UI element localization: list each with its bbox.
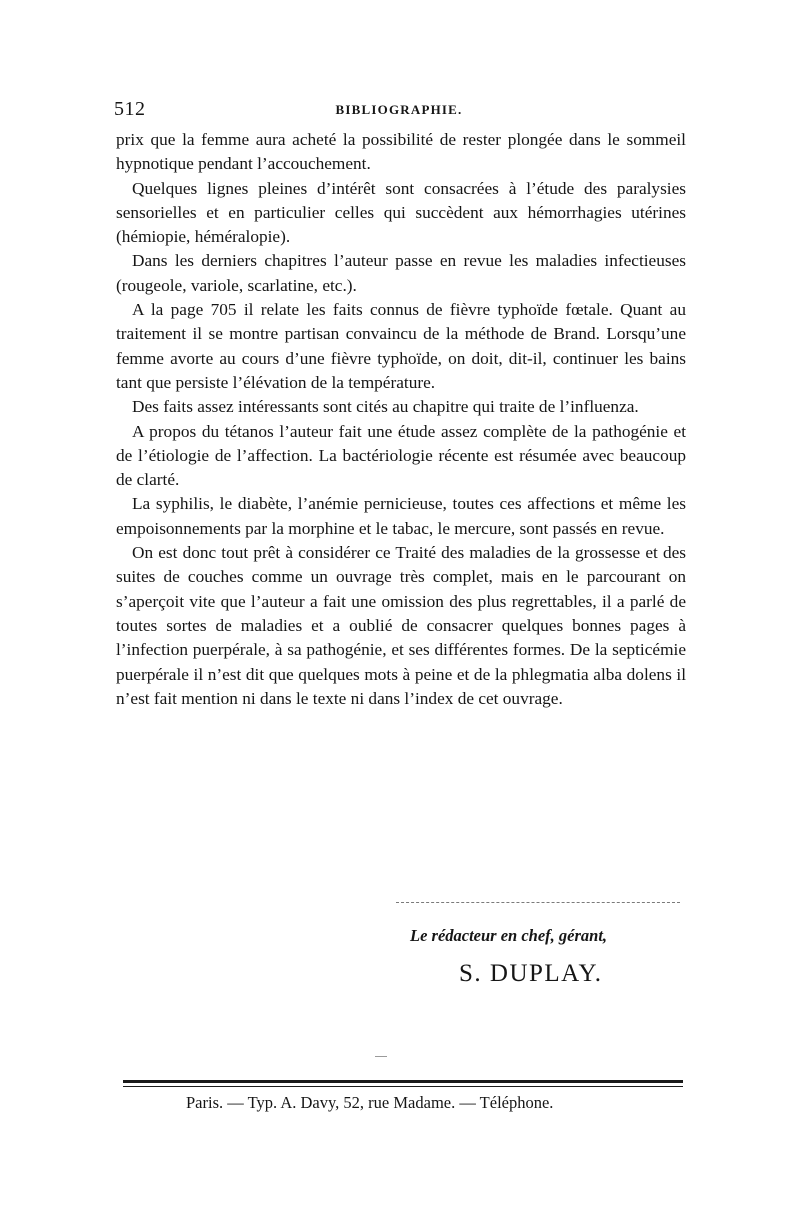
paragraph-continuation: prix que la femme aura acheté la possibilité de rester plongée dans le sommeil hypnotique pendant l’accouchement. — [116, 130, 686, 174]
paragraph: Des faits assez intéressants sont cités au chapitre qui traite de l’influenza. — [132, 397, 639, 417]
running-head — [112, 98, 686, 124]
separator-rule — [396, 902, 680, 903]
running-title: BIBLIOGRAPHIE. — [335, 102, 463, 117]
small-dash — [375, 1056, 387, 1057]
page-number: 512 — [114, 98, 146, 120]
footer-rule-thin — [123, 1086, 683, 1087]
paragraph: Dans les derniers chapitres l’auteur passe en revue les maladies infectieuses (rougeole, variole, scarlatine, etc.). — [116, 251, 686, 295]
paragraph: A propos du tétanos l’auteur fait une étude assez complète de la pathogénie et de l’étiologie de l’affection. La bactériologie récente est résumée avec beaucoup de clarté. — [116, 421, 686, 490]
body-text — [116, 128, 686, 711]
paragraph: A la page 705 il relate les faits connus de fièvre typhoïde fœtale. Quant au traitement il se montre partisan convaincu de la méthode de Brand. Lorsqu’une femme avorte au cours d’une fièvre typhoïde, on doit, dit-il, continuer les bains tant que persiste l’élévation de la température. — [116, 300, 686, 392]
paragraph: On est donc tout prêt à considérer ce Traité des maladies de la grossesse et des suites de couches comme un ouvrage très complet, mais en le parcourant on s’aperçoit vite que l’auteur a fait une omission des plus regrettables, il a parlé de toutes sortes de maladies et a oublié de consacrer quelques bonnes pages à l’infection puerpérale, à sa pathogénie, et ses différentes formes. De la septicémie puerpérale il n’est dit que quelques mots à peine et de la phlegmatia alba dolens il n’est fait mention ni dans le texte ni dans l’index de cet ouvrage. — [116, 543, 686, 708]
signature-role: Le rédacteur en chef, gérant, — [410, 926, 608, 945]
paragraph: Quelques lignes pleines d’intérêt sont consacrées à l’étude des paralysies sensorielles et en particulier celles qui succèdent aux hémorrhagies utérines (hémiopie, héméralopie). — [116, 178, 686, 247]
footer-rule-thick — [123, 1080, 683, 1083]
paragraph: La syphilis, le diabète, l’anémie pernicieuse, toutes ces affections et même les empoisonnements par la morphine et le tabac, le mercure, sont passés en revue. — [116, 494, 686, 538]
signature-name: S. DUPLAY. — [459, 960, 603, 987]
printer-imprint: Paris. — Typ. A. Davy, 52, rue Madame. — Téléphone. — [186, 1093, 554, 1112]
